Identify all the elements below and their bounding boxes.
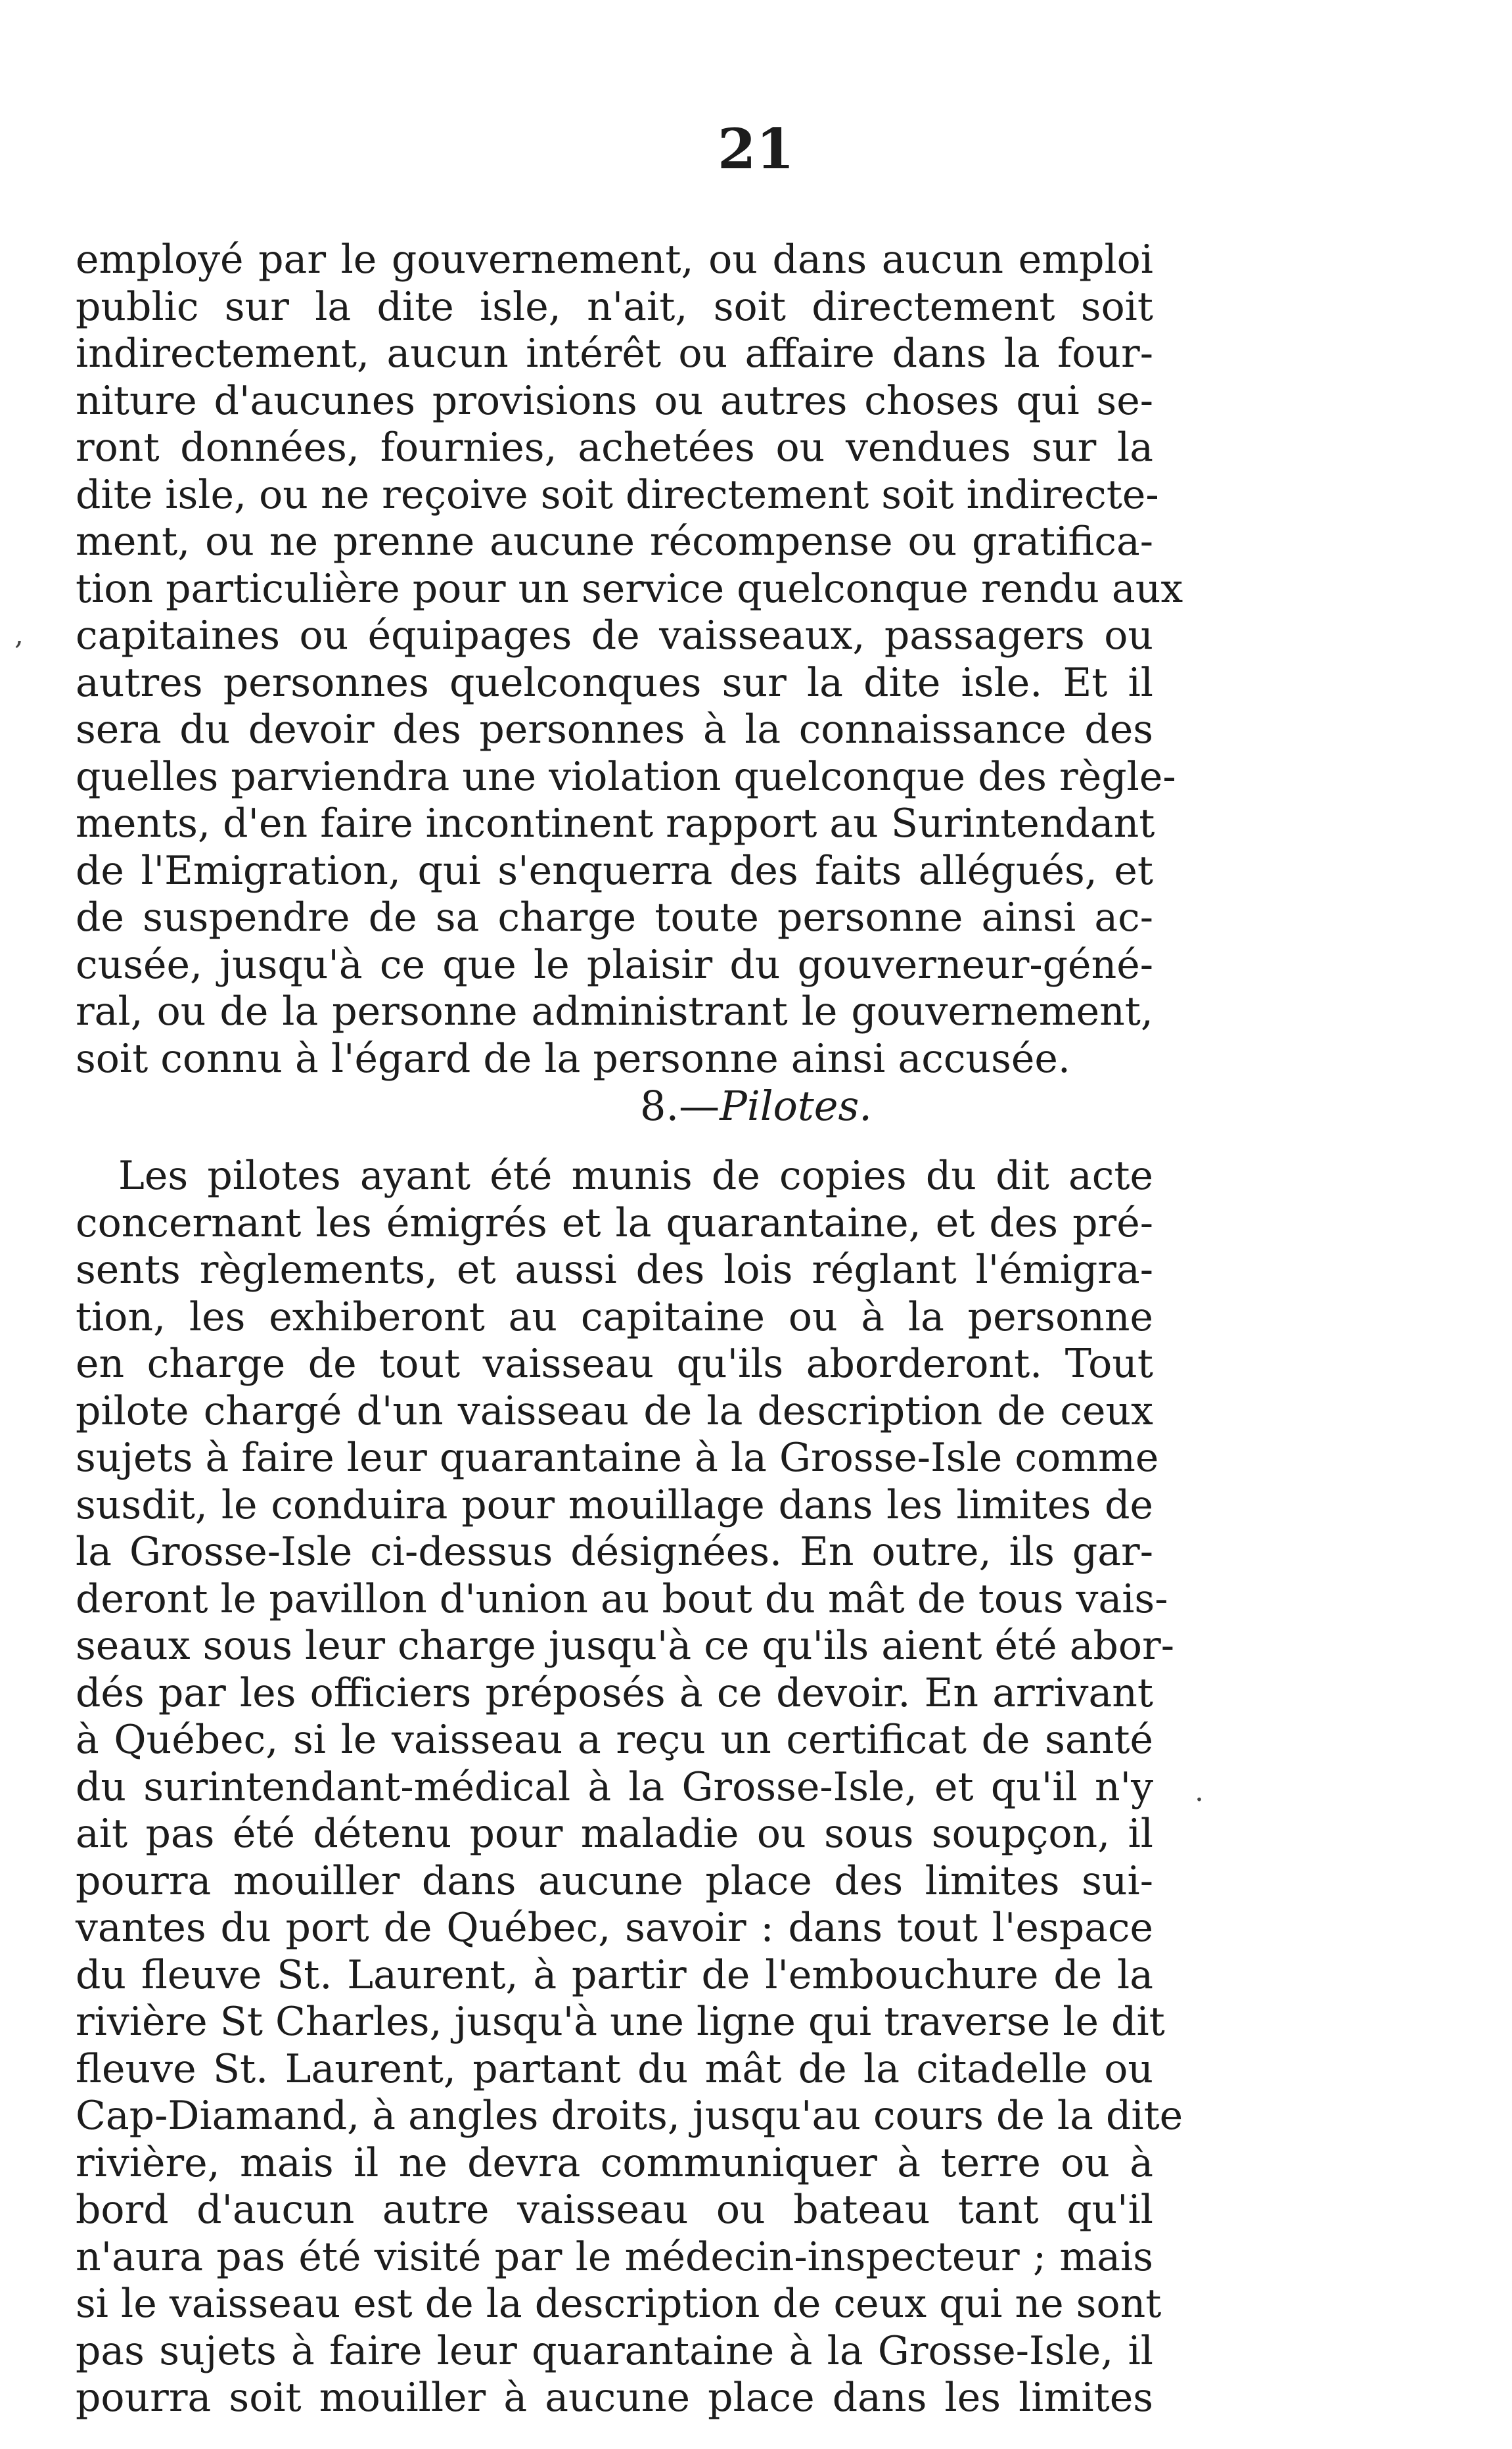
text-line: en charge de tout vaisseau qu'ils aborderont. Tout bbox=[76, 1341, 1153, 1387]
text-line: niture d'aucunes provisions ou autres choses qui se- bbox=[76, 377, 1153, 424]
text-line: cusée, jusqu'à ce que le plaisir du gouverneur-géné- bbox=[76, 941, 1153, 988]
text-line: du fleuve St. Laurent, à partir de l'embouchure de la bbox=[76, 1951, 1153, 1998]
text-line: rivière St Charles, jusqu'à une ligne qui traverse le dit bbox=[76, 1999, 1165, 2045]
paragraph-2 bbox=[76, 1153, 1183, 2422]
text-line: bord d'aucun autre vaisseau ou bateau tant qu'il bbox=[76, 2187, 1153, 2233]
page-number: 21 bbox=[718, 116, 794, 181]
text-line: dite isle, ou ne reçoive soit directement soit indirecte- bbox=[76, 471, 1159, 518]
paragraph-1 bbox=[76, 237, 1183, 1083]
text-line: ait pas été détenu pour maladie ou sous soupçon, il bbox=[76, 1811, 1153, 1857]
text-line: ral, ou de la personne administrant le gouvernement, bbox=[76, 989, 1153, 1035]
section-heading bbox=[0, 1082, 1512, 1130]
text-line: de l'Emigration, qui s'enquerra des faits allégués, et bbox=[76, 847, 1153, 894]
text-line: rivière, mais il ne devra communiquer à terre ou à bbox=[76, 2139, 1153, 2186]
text-line: pourra mouiller dans aucune place des limites sui- bbox=[76, 1857, 1153, 1904]
text-line: à Québec, si le vaisseau a reçu un certificat de santé bbox=[76, 1717, 1153, 1763]
text-line: pilote chargé d'un vaisseau de la description de ceux bbox=[76, 1388, 1153, 1434]
text-line: employé par le gouvernement, ou dans aucun emploi bbox=[76, 237, 1153, 283]
text-line: pourra soit mouiller à aucune place dans les limites bbox=[76, 2375, 1153, 2421]
text-line: ment, ou ne prenne aucune récompense ou gratifica- bbox=[76, 519, 1153, 565]
text-line: fleuve St. Laurent, partant du mât de la citadelle ou bbox=[76, 2045, 1153, 2092]
text-line: dés par les officiers préposés à ce devoir. En arrivant bbox=[76, 1669, 1153, 1716]
section-dash: — bbox=[679, 1082, 720, 1130]
text-line: sents règlements, et aussi des lois réglant l'émigra- bbox=[76, 1247, 1153, 1293]
text-line: vantes du port de Québec, savoir : dans tout l'espace bbox=[76, 1905, 1153, 1951]
section-title: Pilotes. bbox=[720, 1082, 872, 1130]
text-line: pas sujets à faire leur quarantaine à la Grosse-Isle, il bbox=[76, 2327, 1153, 2374]
text-line: si le vaisseau est de la description de ceux qui ne sont bbox=[76, 2281, 1162, 2327]
text-line: Cap-Diamand, à angles droits, jusqu'au cours de la dite bbox=[76, 2093, 1183, 2139]
text-line: quelles parviendra une violation quelconque des règle- bbox=[76, 753, 1176, 800]
text-line: concernant les émigrés et la quarantaine, et des pré- bbox=[76, 1200, 1153, 1246]
text-line: du surintendant-médical à la Grosse-Isle, et qu'il n'y bbox=[76, 1763, 1153, 1810]
text-line: soit connu à l'égard de la personne ainsi accusée. bbox=[76, 1035, 1070, 1082]
text-line: Les pilotes ayant été munis de copies du dit acte bbox=[118, 1153, 1153, 1199]
text-line: la Grosse-Isle ci-dessus désignées. En outre, ils gar- bbox=[76, 1529, 1153, 1575]
text-line: de suspendre de sa charge toute personne ainsi ac- bbox=[76, 895, 1153, 941]
margin-comma-mark: , bbox=[14, 618, 24, 651]
text-line: deront le pavillon d'union au bout du mât de tous vais- bbox=[76, 1575, 1168, 1622]
text-line: seaux sous leur charge jusqu'à ce qu'ils aient été abor- bbox=[76, 1623, 1174, 1669]
text-line: indirectement, aucun intérêt ou affaire dans la four- bbox=[76, 331, 1153, 377]
section-number: 8. bbox=[640, 1082, 679, 1130]
text-line: public sur la dite isle, n'ait, soit directement soit bbox=[76, 283, 1153, 330]
text-line: capitaines ou équipages de vaisseaux, passagers ou bbox=[76, 613, 1153, 659]
text-line: sera du devoir des personnes à la connaissance des bbox=[76, 707, 1153, 753]
text-line: n'aura pas été visité par le médecin-inspecteur ; mais bbox=[76, 2233, 1153, 2280]
text-line: ments, d'en faire incontinent rapport au Surintendant bbox=[76, 801, 1155, 847]
margin-dot-mark: . bbox=[1195, 1775, 1204, 1808]
text-line: susdit, le conduira pour mouillage dans les limites de bbox=[76, 1481, 1153, 1528]
text-line: tion particulière pour un service quelconque rendu aux bbox=[76, 565, 1183, 612]
text-line: sujets à faire leur quarantaine à la Grosse-Isle comme bbox=[76, 1435, 1159, 1481]
text-line: autres personnes quelconques sur la dite isle. Et il bbox=[76, 659, 1153, 706]
text-line: ront données, fournies, achetées ou vendues sur la bbox=[76, 425, 1153, 471]
text-line: tion, les exhiberont au capitaine ou à la personne bbox=[76, 1294, 1153, 1340]
